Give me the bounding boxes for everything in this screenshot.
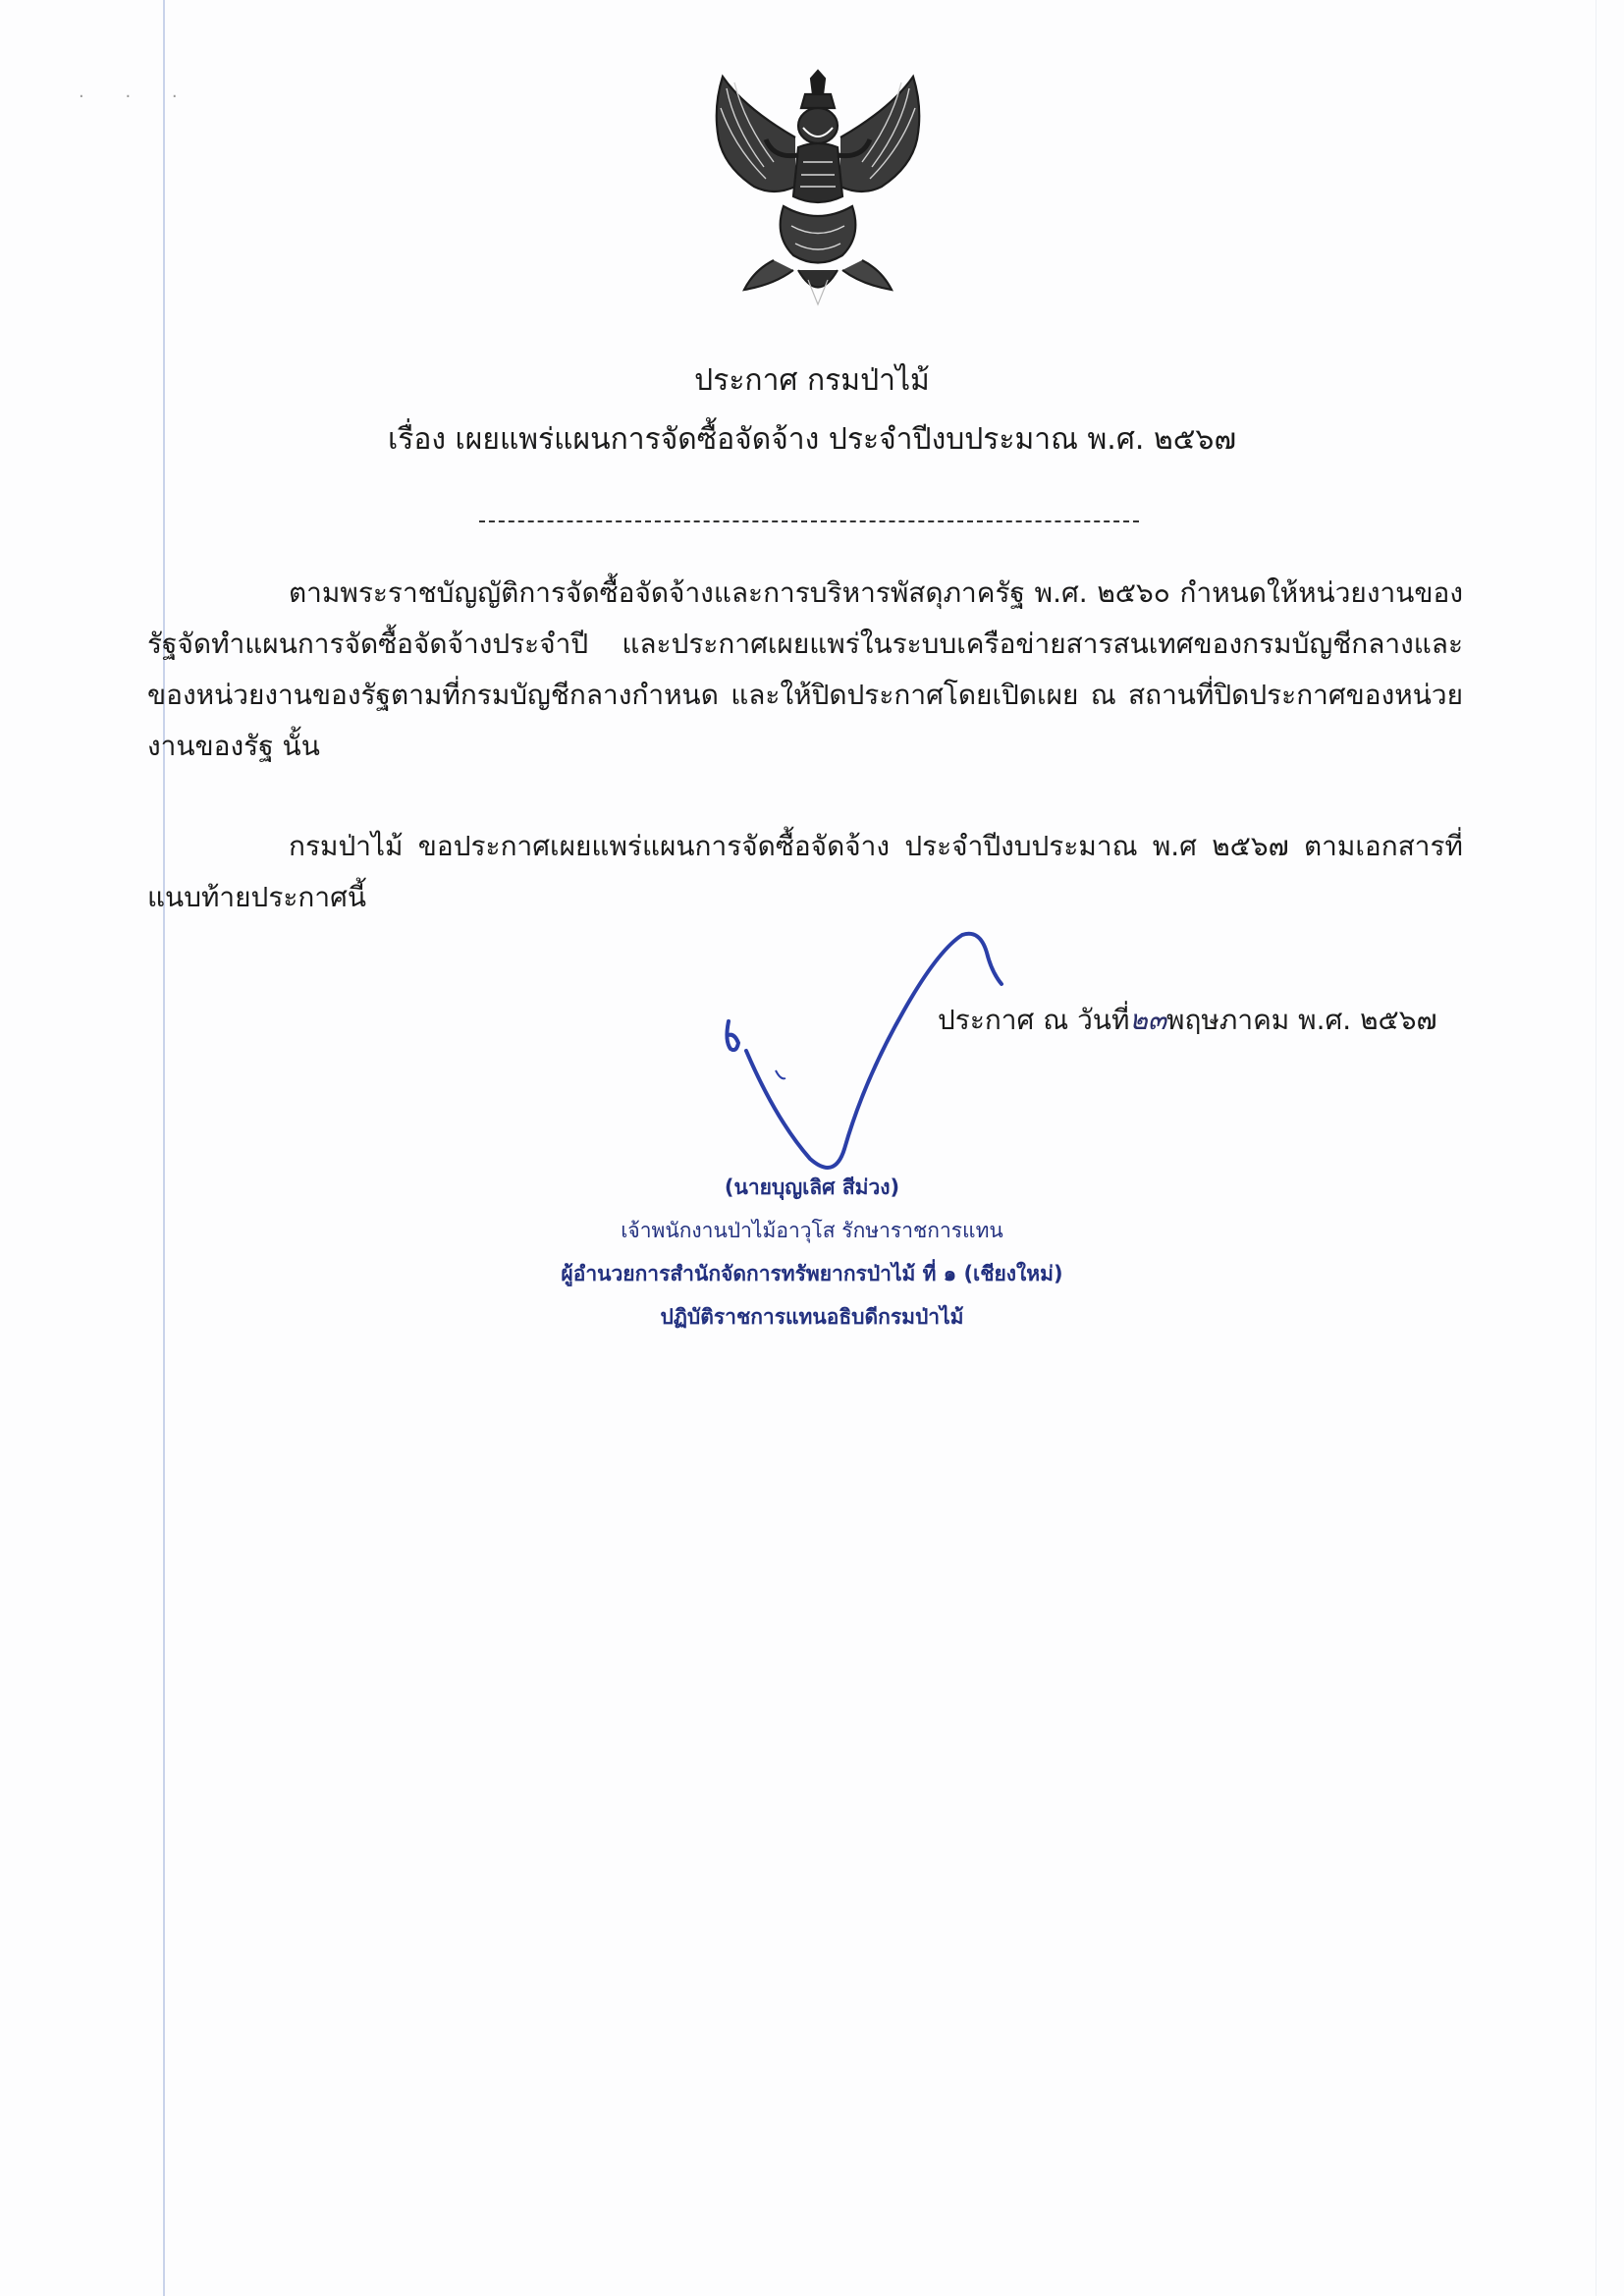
- edge-line: [1596, 0, 1597, 2296]
- body-paragraph-2: กรมป่าไม้ ขอประกาศเผยแพร่แผนการจัดซื้อจัดจ้าง ประจำปีงบประมาณ พ.ศ ๒๕๖๗ ตามเอกสารที่แนบท้ายประกาศนี้: [147, 830, 1463, 913]
- announcement-subject: เรื่อง เผยแพร่แผนการจัดซื้อจัดจ้าง ประจำปีงบประมาณ พ.ศ. ๒๕๖๗: [387, 422, 1237, 457]
- divider-dashed: [479, 520, 1139, 522]
- signatory-position-2: ผู้อำนวยการสำนักจัดการทรัพยากรป่าไม้ ที่ ๑ (เชียงใหม่): [561, 1262, 1063, 1285]
- date-prefix: ประกาศ ณ วันที่: [938, 1004, 1130, 1036]
- announcement-date: [938, 999, 1437, 1042]
- scan-specks: · · ·: [79, 86, 195, 107]
- signatory-position-3: ปฏิบัติราชการแทนอธิบดีกรมป่าไม้: [660, 1305, 964, 1329]
- garuda-emblem-icon: [705, 69, 931, 309]
- signatory-position-1: เจ้าพนักงานป่าไม้อาวุโส รักษาราชการแทน: [621, 1219, 1003, 1242]
- announcement-title: ประกาศ กรมป่าไม้: [694, 363, 930, 398]
- handwritten-signature: [717, 923, 1041, 1178]
- signatory-name: (นายบุญเลิศ สีม่วง): [724, 1175, 900, 1199]
- margin-rule: [163, 0, 165, 2296]
- body-paragraph-1: ตามพระราชบัญญัติการจัดซื้อจัดจ้างและการบริหารพัสดุภาครัฐ พ.ศ. ๒๕๖๐ กำหนดให้หน่วยงานของรัฐจัดทำแผนการจัดซื้อจัดจ้างประจำปี และประกาศเผยแพร่ในระบบเครือข่ายสารสนเทศของกรมบัญชีกลางและของหน่วยงานของรัฐตามที่กรมบัญชีกลางกำหนด และให้ปิดประกาศโดยเปิดเผย ณ สถานที่ปิดประกาศของหน่วยงานของรัฐ นั้น: [147, 576, 1463, 762]
- date-month-year: พฤษภาคม พ.ศ. ๒๕๖๗: [1166, 1004, 1437, 1036]
- date-day-handwritten: ๒๓: [1129, 1004, 1167, 1036]
